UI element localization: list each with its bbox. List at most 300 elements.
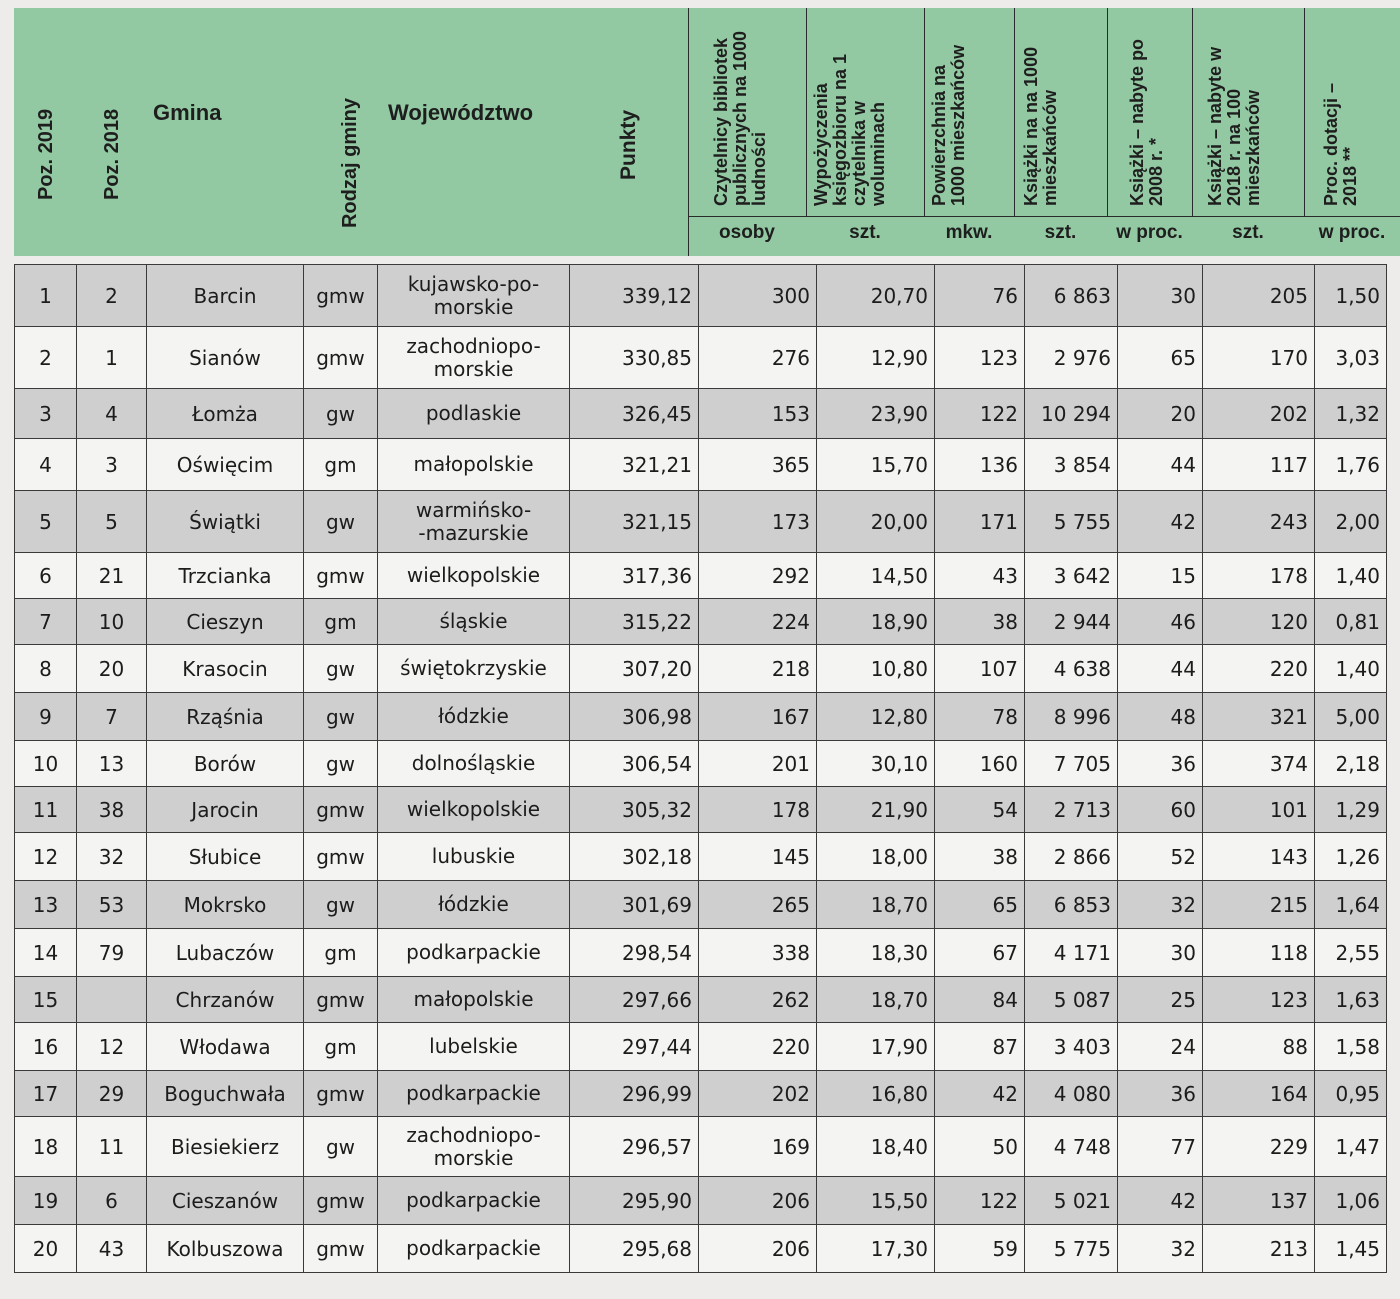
cell-powierzchnia: 122 xyxy=(935,389,1025,439)
cell-wypozyczenia: 20,70 xyxy=(817,265,935,327)
unit-ksiazki: szt. xyxy=(1044,222,1077,243)
cell-wypozyczenia: 21,90 xyxy=(817,787,935,833)
header-nabyte-2018: Książki – nabyte w 2018 r. na 100 mieszkańców xyxy=(1205,46,1263,206)
cell-wojewodztwo: warmińsko- -mazurskie xyxy=(378,491,570,553)
cell-gmina: Łomża xyxy=(147,389,304,439)
header-gmina: Gmina xyxy=(153,100,222,125)
table-row xyxy=(15,1117,1387,1177)
table-row xyxy=(15,977,1387,1023)
cell-proc-dotacji: 1,63 xyxy=(1315,977,1387,1023)
header-wypozyczenia: Wypożyczenia księgozbioru na 1 czytelnika w woluminach xyxy=(811,53,888,206)
cell-czytelnicy: 265 xyxy=(699,881,817,929)
cell-nabyte-2008: 48 xyxy=(1118,693,1203,741)
header-rodzaj-gminy: Rodzaj gminy xyxy=(339,97,361,228)
cell-punkty: 317,36 xyxy=(570,553,699,599)
cell-proc-dotacji: 0,81 xyxy=(1315,599,1387,645)
cell-poz-2018: 5 xyxy=(77,491,147,553)
cell-poz-2018: 7 xyxy=(77,693,147,741)
cell-poz-2019: 20 xyxy=(15,1225,77,1273)
cell-poz-2019: 11 xyxy=(15,787,77,833)
cell-nabyte-2008: 30 xyxy=(1118,265,1203,327)
cell-ksiazki: 6 853 xyxy=(1025,881,1118,929)
cell-nabyte-2008: 20 xyxy=(1118,389,1203,439)
cell-punkty: 307,20 xyxy=(570,645,699,693)
cell-wojewodztwo: dolnośląskie xyxy=(378,741,570,787)
cell-rodzaj-gminy: gmw xyxy=(304,1177,378,1225)
cell-powierzchnia: 42 xyxy=(935,1071,1025,1117)
cell-poz-2018: 21 xyxy=(77,553,147,599)
cell-nabyte-2018: 143 xyxy=(1203,833,1315,881)
cell-rodzaj-gminy: gm xyxy=(304,599,378,645)
cell-wypozyczenia: 15,50 xyxy=(817,1177,935,1225)
cell-poz-2019: 10 xyxy=(15,741,77,787)
cell-wypozyczenia: 12,80 xyxy=(817,693,935,741)
cell-punkty: 295,68 xyxy=(570,1225,699,1273)
cell-powierzchnia: 171 xyxy=(935,491,1025,553)
cell-wypozyczenia: 30,10 xyxy=(817,741,935,787)
cell-poz-2018: 38 xyxy=(77,787,147,833)
cell-gmina: Barcin xyxy=(147,265,304,327)
table-row xyxy=(15,389,1387,439)
cell-czytelnicy: 167 xyxy=(699,693,817,741)
cell-punkty: 305,32 xyxy=(570,787,699,833)
cell-wypozyczenia: 17,30 xyxy=(817,1225,935,1273)
cell-rodzaj-gminy: gw xyxy=(304,1117,378,1177)
cell-czytelnicy: 202 xyxy=(699,1071,817,1117)
cell-proc-dotacji: 2,55 xyxy=(1315,929,1387,977)
cell-poz-2018: 10 xyxy=(77,599,147,645)
ranking-table xyxy=(14,264,1387,1273)
cell-nabyte-2008: 42 xyxy=(1118,491,1203,553)
cell-wypozyczenia: 14,50 xyxy=(817,553,935,599)
cell-wojewodztwo: małopolskie xyxy=(378,439,570,491)
cell-punkty: 306,98 xyxy=(570,693,699,741)
cell-punkty: 295,90 xyxy=(570,1177,699,1225)
table-row xyxy=(15,439,1387,491)
cell-punkty: 315,22 xyxy=(570,599,699,645)
cell-proc-dotacji: 2,18 xyxy=(1315,741,1387,787)
cell-poz-2019: 2 xyxy=(15,327,77,389)
table-row xyxy=(15,741,1387,787)
cell-wypozyczenia: 23,90 xyxy=(817,389,935,439)
cell-czytelnicy: 224 xyxy=(699,599,817,645)
cell-ksiazki: 3 403 xyxy=(1025,1023,1118,1071)
table-row xyxy=(15,1071,1387,1117)
cell-nabyte-2008: 42 xyxy=(1118,1177,1203,1225)
table-row xyxy=(15,693,1387,741)
table-row xyxy=(15,1023,1387,1071)
cell-rodzaj-gminy: gw xyxy=(304,491,378,553)
cell-rodzaj-gminy: gw xyxy=(304,389,378,439)
cell-proc-dotacji: 1,40 xyxy=(1315,553,1387,599)
cell-gmina: Lubaczów xyxy=(147,929,304,977)
cell-czytelnicy: 220 xyxy=(699,1023,817,1071)
cell-poz-2019: 7 xyxy=(15,599,77,645)
cell-nabyte-2008: 52 xyxy=(1118,833,1203,881)
cell-gmina: Trzcianka xyxy=(147,553,304,599)
cell-wojewodztwo: zachodniopo- morskie xyxy=(378,1117,570,1177)
cell-punkty: 296,57 xyxy=(570,1117,699,1177)
cell-wypozyczenia: 20,00 xyxy=(817,491,935,553)
cell-poz-2019: 1 xyxy=(15,265,77,327)
cell-rodzaj-gminy: gmw xyxy=(304,1225,378,1273)
cell-proc-dotacji: 2,00 xyxy=(1315,491,1387,553)
cell-powierzchnia: 50 xyxy=(935,1117,1025,1177)
cell-nabyte-2008: 44 xyxy=(1118,439,1203,491)
cell-nabyte-2018: 374 xyxy=(1203,741,1315,787)
cell-wypozyczenia: 18,00 xyxy=(817,833,935,881)
cell-proc-dotacji: 1,47 xyxy=(1315,1117,1387,1177)
cell-nabyte-2018: 215 xyxy=(1203,881,1315,929)
cell-ksiazki: 2 713 xyxy=(1025,787,1118,833)
cell-poz-2019: 18 xyxy=(15,1117,77,1177)
cell-czytelnicy: 218 xyxy=(699,645,817,693)
cell-poz-2019: 8 xyxy=(15,645,77,693)
cell-powierzchnia: 54 xyxy=(935,787,1025,833)
cell-powierzchnia: 43 xyxy=(935,553,1025,599)
cell-poz-2019: 15 xyxy=(15,977,77,1023)
cell-powierzchnia: 67 xyxy=(935,929,1025,977)
cell-poz-2018: 13 xyxy=(77,741,147,787)
cell-nabyte-2008: 65 xyxy=(1118,327,1203,389)
cell-czytelnicy: 178 xyxy=(699,787,817,833)
cell-poz-2019: 6 xyxy=(15,553,77,599)
cell-gmina: Rząśnia xyxy=(147,693,304,741)
cell-wojewodztwo: łódzkie xyxy=(378,881,570,929)
cell-powierzchnia: 76 xyxy=(935,265,1025,327)
cell-wojewodztwo: świętokrzyskie xyxy=(378,645,570,693)
cell-rodzaj-gminy: gw xyxy=(304,741,378,787)
cell-poz-2019: 17 xyxy=(15,1071,77,1117)
cell-proc-dotacji: 1,29 xyxy=(1315,787,1387,833)
cell-nabyte-2018: 178 xyxy=(1203,553,1315,599)
cell-rodzaj-gminy: gmw xyxy=(304,1071,378,1117)
unit-proc-dotacji: w proc. xyxy=(1318,222,1386,243)
cell-wojewodztwo: śląskie xyxy=(378,599,570,645)
cell-poz-2018: 43 xyxy=(77,1225,147,1273)
cell-punkty: 339,12 xyxy=(570,265,699,327)
cell-poz-2019: 5 xyxy=(15,491,77,553)
cell-proc-dotacji: 1,26 xyxy=(1315,833,1387,881)
cell-nabyte-2008: 60 xyxy=(1118,787,1203,833)
cell-rodzaj-gminy: gmw xyxy=(304,977,378,1023)
cell-czytelnicy: 338 xyxy=(699,929,817,977)
table-row xyxy=(15,833,1387,881)
header-czytelnicy: Czytelnicy bibliotek publicznych na 1000 ludności xyxy=(711,30,769,206)
cell-czytelnicy: 169 xyxy=(699,1117,817,1177)
cell-proc-dotacji: 1,06 xyxy=(1315,1177,1387,1225)
cell-punkty: 298,54 xyxy=(570,929,699,977)
cell-punkty: 301,69 xyxy=(570,881,699,929)
cell-nabyte-2018: 117 xyxy=(1203,439,1315,491)
cell-punkty: 297,66 xyxy=(570,977,699,1023)
cell-powierzchnia: 38 xyxy=(935,599,1025,645)
cell-gmina: Słubice xyxy=(147,833,304,881)
cell-poz-2018: 29 xyxy=(77,1071,147,1117)
cell-poz-2018: 1 xyxy=(77,327,147,389)
table-row xyxy=(15,265,1387,327)
cell-gmina: Cieszanów xyxy=(147,1177,304,1225)
cell-poz-2018: 6 xyxy=(77,1177,147,1225)
cell-rodzaj-gminy: gmw xyxy=(304,553,378,599)
cell-proc-dotacji: 3,03 xyxy=(1315,327,1387,389)
cell-ksiazki: 4 638 xyxy=(1025,645,1118,693)
cell-nabyte-2008: 36 xyxy=(1118,741,1203,787)
cell-rodzaj-gminy: gmw xyxy=(304,787,378,833)
cell-nabyte-2008: 44 xyxy=(1118,645,1203,693)
cell-ksiazki: 4 080 xyxy=(1025,1071,1118,1117)
table-row xyxy=(15,645,1387,693)
cell-czytelnicy: 365 xyxy=(699,439,817,491)
cell-ksiazki: 6 863 xyxy=(1025,265,1118,327)
cell-rodzaj-gminy: gw xyxy=(304,645,378,693)
cell-czytelnicy: 153 xyxy=(699,389,817,439)
cell-nabyte-2018: 101 xyxy=(1203,787,1315,833)
cell-ksiazki: 3 642 xyxy=(1025,553,1118,599)
cell-rodzaj-gminy: gw xyxy=(304,881,378,929)
cell-wojewodztwo: lubuskie xyxy=(378,833,570,881)
header-powierzchnia: Powierzchnia na 1000 mieszkańców xyxy=(929,44,968,206)
cell-rodzaj-gminy: gm xyxy=(304,1023,378,1071)
cell-nabyte-2008: 30 xyxy=(1118,929,1203,977)
cell-poz-2018: 4 xyxy=(77,389,147,439)
cell-czytelnicy: 201 xyxy=(699,741,817,787)
cell-powierzchnia: 38 xyxy=(935,833,1025,881)
cell-wojewodztwo: łódzkie xyxy=(378,693,570,741)
ranking-table-body xyxy=(15,265,1387,1273)
cell-wojewodztwo: kujawsko-po- morskie xyxy=(378,265,570,327)
cell-gmina: Włodawa xyxy=(147,1023,304,1071)
cell-wojewodztwo: zachodniopo- morskie xyxy=(378,327,570,389)
cell-nabyte-2018: 213 xyxy=(1203,1225,1315,1273)
cell-poz-2019: 4 xyxy=(15,439,77,491)
cell-punkty: 306,54 xyxy=(570,741,699,787)
cell-powierzchnia: 123 xyxy=(935,327,1025,389)
cell-rodzaj-gminy: gmw xyxy=(304,833,378,881)
cell-powierzchnia: 65 xyxy=(935,881,1025,929)
cell-nabyte-2008: 32 xyxy=(1118,1225,1203,1273)
cell-nabyte-2018: 120 xyxy=(1203,599,1315,645)
cell-gmina: Świątki xyxy=(147,491,304,553)
cell-powierzchnia: 107 xyxy=(935,645,1025,693)
unit-wypozyczenia: szt. xyxy=(849,222,881,243)
cell-gmina: Oświęcim xyxy=(147,439,304,491)
cell-poz-2018: 20 xyxy=(77,645,147,693)
cell-gmina: Biesiekierz xyxy=(147,1117,304,1177)
cell-proc-dotacji: 1,45 xyxy=(1315,1225,1387,1273)
cell-wypozyczenia: 18,30 xyxy=(817,929,935,977)
cell-czytelnicy: 262 xyxy=(699,977,817,1023)
cell-poz-2018: 53 xyxy=(77,881,147,929)
header-poz-2019: Poz. 2019 xyxy=(35,108,57,200)
cell-punkty: 297,44 xyxy=(570,1023,699,1071)
cell-czytelnicy: 206 xyxy=(699,1225,817,1273)
cell-powierzchnia: 136 xyxy=(935,439,1025,491)
cell-gmina: Krasocin xyxy=(147,645,304,693)
cell-ksiazki: 2 866 xyxy=(1025,833,1118,881)
cell-poz-2019: 12 xyxy=(15,833,77,881)
cell-proc-dotacji: 1,32 xyxy=(1315,389,1387,439)
cell-powierzchnia: 122 xyxy=(935,1177,1025,1225)
table-row xyxy=(15,1177,1387,1225)
table-row xyxy=(15,491,1387,553)
cell-poz-2019: 19 xyxy=(15,1177,77,1225)
cell-nabyte-2008: 77 xyxy=(1118,1117,1203,1177)
cell-nabyte-2008: 32 xyxy=(1118,881,1203,929)
cell-powierzchnia: 78 xyxy=(935,693,1025,741)
table-row xyxy=(15,929,1387,977)
cell-proc-dotacji: 1,76 xyxy=(1315,439,1387,491)
cell-powierzchnia: 84 xyxy=(935,977,1025,1023)
cell-nabyte-2018: 123 xyxy=(1203,977,1315,1023)
cell-poz-2018: 2 xyxy=(77,265,147,327)
cell-gmina: Sianów xyxy=(147,327,304,389)
cell-gmina: Jarocin xyxy=(147,787,304,833)
cell-wojewodztwo: podkarpackie xyxy=(378,1177,570,1225)
cell-nabyte-2008: 24 xyxy=(1118,1023,1203,1071)
cell-wypozyczenia: 15,70 xyxy=(817,439,935,491)
cell-wypozyczenia: 18,70 xyxy=(817,977,935,1023)
cell-wojewodztwo: małopolskie xyxy=(378,977,570,1023)
cell-gmina: Borów xyxy=(147,741,304,787)
cell-proc-dotacji: 1,50 xyxy=(1315,265,1387,327)
cell-powierzchnia: 160 xyxy=(935,741,1025,787)
cell-ksiazki: 4 748 xyxy=(1025,1117,1118,1177)
cell-poz-2019: 3 xyxy=(15,389,77,439)
cell-ksiazki: 10 294 xyxy=(1025,389,1118,439)
header-poz-2018: Poz. 2018 xyxy=(101,108,123,200)
cell-wypozyczenia: 18,70 xyxy=(817,881,935,929)
cell-wojewodztwo: podlaskie xyxy=(378,389,570,439)
cell-ksiazki: 2 976 xyxy=(1025,327,1118,389)
header-nabyte-2008: Książki – nabyte po 2008 r. * xyxy=(1127,38,1166,206)
cell-czytelnicy: 145 xyxy=(699,833,817,881)
cell-wojewodztwo: lubelskie xyxy=(378,1023,570,1071)
cell-rodzaj-gminy: gmw xyxy=(304,327,378,389)
cell-wypozyczenia: 18,90 xyxy=(817,599,935,645)
cell-nabyte-2018: 321 xyxy=(1203,693,1315,741)
cell-gmina: Kolbuszowa xyxy=(147,1225,304,1273)
cell-ksiazki: 5 755 xyxy=(1025,491,1118,553)
header-ksiazki: Książki na na 1000 mieszkańców xyxy=(1021,46,1060,206)
cell-proc-dotacji: 0,95 xyxy=(1315,1071,1387,1117)
cell-nabyte-2018: 137 xyxy=(1203,1177,1315,1225)
cell-czytelnicy: 276 xyxy=(699,327,817,389)
table-row xyxy=(15,599,1387,645)
table-row xyxy=(15,1225,1387,1273)
cell-nabyte-2008: 46 xyxy=(1118,599,1203,645)
cell-gmina: Boguchwała xyxy=(147,1071,304,1117)
cell-wojewodztwo: wielkopolskie xyxy=(378,553,570,599)
unit-powierzchnia: mkw. xyxy=(945,222,993,243)
cell-poz-2018: 3 xyxy=(77,439,147,491)
cell-powierzchnia: 59 xyxy=(935,1225,1025,1273)
header-proc-dotacji: Proc. dotacji – 2018 ** xyxy=(1321,82,1360,206)
cell-gmina: Mokrsko xyxy=(147,881,304,929)
cell-rodzaj-gminy: gw xyxy=(304,693,378,741)
cell-ksiazki: 8 996 xyxy=(1025,693,1118,741)
cell-nabyte-2018: 205 xyxy=(1203,265,1315,327)
cell-nabyte-2008: 15 xyxy=(1118,553,1203,599)
cell-poz-2019: 9 xyxy=(15,693,77,741)
cell-proc-dotacji: 5,00 xyxy=(1315,693,1387,741)
cell-poz-2019: 16 xyxy=(15,1023,77,1071)
unit-nabyte-2008: w proc. xyxy=(1116,222,1183,243)
cell-ksiazki: 7 705 xyxy=(1025,741,1118,787)
cell-nabyte-2018: 170 xyxy=(1203,327,1315,389)
cell-poz-2018: 32 xyxy=(77,833,147,881)
cell-poz-2019: 14 xyxy=(15,929,77,977)
cell-wypozyczenia: 16,80 xyxy=(817,1071,935,1117)
cell-czytelnicy: 173 xyxy=(699,491,817,553)
cell-wypozyczenia: 12,90 xyxy=(817,327,935,389)
cell-punkty: 321,15 xyxy=(570,491,699,553)
cell-ksiazki: 2 944 xyxy=(1025,599,1118,645)
table-row xyxy=(15,327,1387,389)
cell-czytelnicy: 300 xyxy=(699,265,817,327)
cell-wojewodztwo: podkarpackie xyxy=(378,929,570,977)
cell-wypozyczenia: 17,90 xyxy=(817,1023,935,1071)
cell-nabyte-2018: 243 xyxy=(1203,491,1315,553)
cell-nabyte-2018: 202 xyxy=(1203,389,1315,439)
cell-rodzaj-gminy: gmw xyxy=(304,265,378,327)
cell-czytelnicy: 206 xyxy=(699,1177,817,1225)
header-punkty: Punkty xyxy=(617,109,640,180)
cell-ksiazki: 5 021 xyxy=(1025,1177,1118,1225)
cell-punkty: 330,85 xyxy=(570,327,699,389)
cell-gmina: Cieszyn xyxy=(147,599,304,645)
table-row xyxy=(15,881,1387,929)
cell-wypozyczenia: 18,40 xyxy=(817,1117,935,1177)
cell-czytelnicy: 292 xyxy=(699,553,817,599)
cell-ksiazki: 5 087 xyxy=(1025,977,1118,1023)
table-row xyxy=(15,787,1387,833)
cell-ksiazki: 5 775 xyxy=(1025,1225,1118,1273)
header-column-lines xyxy=(14,8,1400,256)
cell-wypozyczenia: 10,80 xyxy=(817,645,935,693)
table-row xyxy=(15,553,1387,599)
cell-ksiazki: 3 854 xyxy=(1025,439,1118,491)
cell-poz-2018: 79 xyxy=(77,929,147,977)
cell-punkty: 302,18 xyxy=(570,833,699,881)
cell-nabyte-2018: 220 xyxy=(1203,645,1315,693)
cell-nabyte-2008: 25 xyxy=(1118,977,1203,1023)
unit-nabyte-2018: szt. xyxy=(1232,222,1264,243)
cell-nabyte-2008: 36 xyxy=(1118,1071,1203,1117)
cell-wojewodztwo: wielkopolskie xyxy=(378,787,570,833)
cell-nabyte-2018: 88 xyxy=(1203,1023,1315,1071)
cell-nabyte-2018: 229 xyxy=(1203,1117,1315,1177)
cell-poz-2019: 13 xyxy=(15,881,77,929)
cell-punkty: 321,21 xyxy=(570,439,699,491)
cell-wojewodztwo: podkarpackie xyxy=(378,1225,570,1273)
cell-rodzaj-gminy: gm xyxy=(304,439,378,491)
cell-wojewodztwo: podkarpackie xyxy=(378,1071,570,1117)
cell-punkty: 296,99 xyxy=(570,1071,699,1117)
cell-proc-dotacji: 1,64 xyxy=(1315,881,1387,929)
cell-poz-2018 xyxy=(77,977,147,1023)
cell-proc-dotacji: 1,58 xyxy=(1315,1023,1387,1071)
cell-ksiazki: 4 171 xyxy=(1025,929,1118,977)
unit-czytelnicy: osoby xyxy=(719,222,775,243)
cell-rodzaj-gminy: gm xyxy=(304,929,378,977)
cell-gmina: Chrzanów xyxy=(147,977,304,1023)
cell-poz-2018: 11 xyxy=(77,1117,147,1177)
cell-powierzchnia: 87 xyxy=(935,1023,1025,1071)
header-wojewodztwo: Województwo xyxy=(388,100,534,125)
cell-nabyte-2018: 164 xyxy=(1203,1071,1315,1117)
cell-nabyte-2018: 118 xyxy=(1203,929,1315,977)
